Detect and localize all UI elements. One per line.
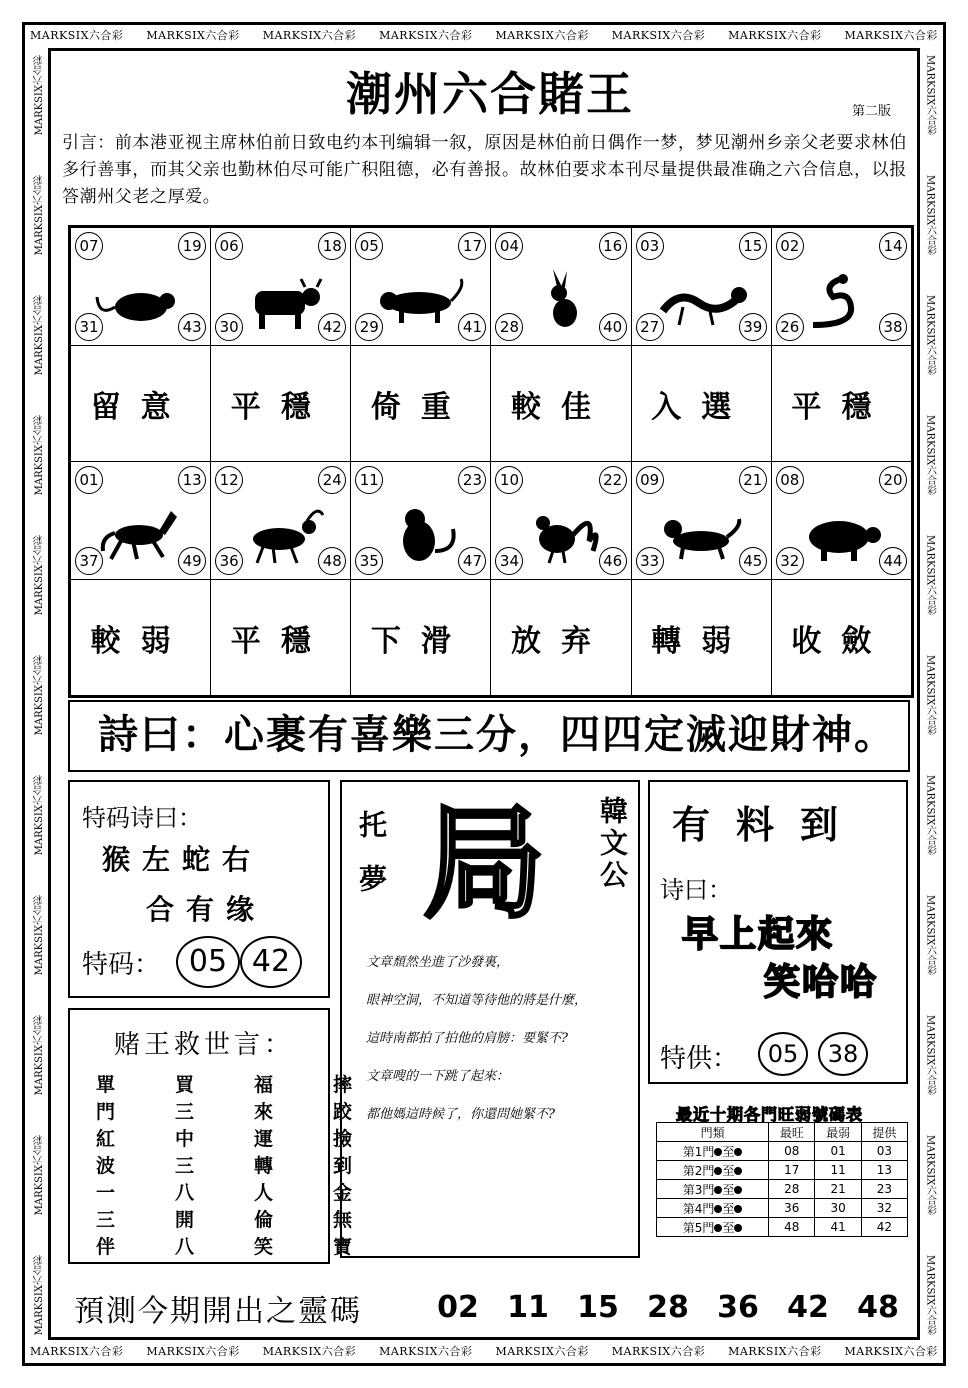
watermark-text: MARKSIX六合彩 — [924, 534, 936, 616]
special-code-label: 特码： — [82, 950, 161, 980]
stats-row — [657, 1161, 908, 1180]
savior-column — [254, 1072, 273, 1261]
zodiac-verdict: 下滑 — [351, 580, 491, 696]
savior-column — [96, 1072, 115, 1261]
special-poem-label: 特码诗曰： — [82, 804, 202, 832]
savior-char: 福 — [254, 1074, 274, 1096]
savior-char: 無 — [333, 1209, 353, 1231]
zodiac-cell — [631, 228, 771, 346]
dream-label: 托夢 — [355, 810, 388, 918]
prediction-number: 02 — [437, 1290, 479, 1325]
watermark-text: MARKSIX六合彩 — [262, 1345, 357, 1358]
page-title: 潮州六合賭王 — [346, 67, 634, 121]
watermark-text: MARKSIX六合彩 — [146, 1345, 240, 1358]
stats-cell: 13 — [861, 1161, 907, 1180]
zodiac-number: 35 — [355, 547, 383, 575]
special-poem-line1: 猴左蛇右 — [102, 843, 263, 876]
watermark-text: MARKSIX六合彩 — [611, 1345, 706, 1358]
savior-char: 一 — [96, 1182, 116, 1204]
tips-poem-line1: 早上起來 — [682, 914, 835, 955]
watermark-text: MARKSIX六合彩 — [33, 1254, 45, 1335]
watermark-text: MARKSIX六合彩 — [924, 654, 936, 736]
stats-header: 門類 — [657, 1123, 769, 1142]
zodiac-number: 08 — [776, 466, 804, 494]
zodiac-number: 37 — [75, 547, 103, 575]
zodiac-verdict: 轉弱 — [631, 580, 771, 696]
prediction-number: 15 — [577, 1290, 619, 1325]
zodiac-number: 03 — [636, 232, 664, 260]
dragon-icon — [653, 267, 749, 331]
tiger-icon — [373, 267, 469, 331]
range-label: 至 — [722, 1201, 735, 1216]
savior-box — [68, 1008, 353, 1264]
watermark-top — [30, 27, 938, 51]
watermark-left — [27, 55, 51, 1335]
zodiac-number: 39 — [739, 313, 767, 341]
watermark-text: MARKSIX六合彩 — [379, 29, 473, 42]
zodiac-cell — [771, 462, 911, 580]
savior-char: 轉 — [254, 1155, 274, 1177]
savior-columns — [96, 1072, 352, 1261]
zodiac-number: 16 — [599, 232, 627, 260]
stats-cell: 48 — [769, 1218, 815, 1237]
stats-cell: 36 — [769, 1199, 815, 1218]
door-label: 第3門 — [682, 1182, 715, 1197]
stats-cell: 32 — [861, 1199, 907, 1218]
ball-icon — [734, 1224, 742, 1232]
stats-cell: 30 — [815, 1199, 861, 1218]
zodiac-number: 43 — [178, 313, 206, 341]
zodiac-verdict: 入選 — [631, 346, 771, 462]
zodiac-number: 14 — [879, 232, 907, 260]
tips-box — [648, 780, 908, 1084]
watermark-text: MARKSIX六合彩 — [495, 1345, 589, 1358]
rooster-icon — [513, 501, 609, 565]
savior-char: 波 — [96, 1155, 116, 1177]
savior-char: 紅 — [96, 1128, 116, 1150]
zodiac-grid — [68, 225, 914, 698]
stats-cell: 23 — [861, 1180, 907, 1199]
savior-char: 八 — [175, 1182, 195, 1204]
stats-header: 最弱 — [815, 1123, 861, 1142]
zodiac-number: 40 — [599, 313, 627, 341]
savior-char: 金 — [333, 1182, 353, 1204]
goat-icon — [233, 501, 329, 565]
stats-cell: 03 — [861, 1142, 907, 1161]
zodiac-number: 01 — [75, 466, 103, 494]
watermark-text: MARKSIX六合彩 — [33, 894, 45, 976]
story-text — [366, 944, 636, 1134]
ox-icon — [233, 267, 329, 331]
door-label: 第1門 — [682, 1144, 715, 1159]
watermark-text: MARKSIX六合彩 — [33, 55, 45, 136]
savior-char: 來 — [254, 1101, 274, 1123]
special-code-2: 42 — [240, 936, 302, 988]
prediction-number: 11 — [507, 1290, 549, 1325]
watermark-text: MARKSIX六合彩 — [33, 534, 45, 616]
stats-row — [657, 1142, 908, 1161]
offer-code-2: 38 — [818, 1032, 868, 1076]
zodiac-verdict: 較佳 — [491, 346, 631, 462]
prediction-numbers — [436, 1290, 900, 1325]
watermark-text: MARKSIX六合彩 — [844, 29, 938, 42]
story-line: 眼神空洞，不知道等待他的將是什麼， — [366, 993, 588, 1008]
savior-char: 單 — [96, 1074, 116, 1096]
watermark-text: MARKSIX六合彩 — [844, 1345, 938, 1358]
zodiac-number: 04 — [495, 232, 523, 260]
watermark-text: MARKSIX六合彩 — [33, 294, 45, 376]
zodiac-number: 36 — [215, 547, 243, 575]
zodiac-verdict: 留意 — [71, 346, 211, 462]
watermark-text: MARKSIX六合彩 — [33, 414, 45, 496]
watermark-text: MARKSIX六合彩 — [924, 894, 936, 976]
watermark-text: MARKSIX六合彩 — [379, 1345, 473, 1358]
zodiac-number: 02 — [776, 232, 804, 260]
offer-code-1: 05 — [758, 1032, 808, 1076]
watermark-text: MARKSIX六合彩 — [33, 654, 45, 736]
zodiac-cell — [771, 228, 911, 346]
watermark-bottom — [30, 1343, 938, 1367]
zodiac-number: 10 — [495, 466, 523, 494]
range-label: 至 — [722, 1220, 735, 1235]
savior-char: 跤 — [333, 1101, 353, 1123]
stats-header: 最旺 — [769, 1123, 815, 1142]
savior-char: 倫 — [254, 1209, 274, 1231]
savior-char: 門 — [96, 1101, 116, 1123]
watermark-text: MARKSIX六合彩 — [728, 29, 822, 42]
savior-char: 中 — [175, 1128, 195, 1150]
watermark-text: MARKSIX六合彩 — [728, 1345, 822, 1358]
zodiac-number: 11 — [355, 466, 383, 494]
prediction-number: 28 — [647, 1290, 689, 1325]
stats-cell: 21 — [815, 1180, 861, 1199]
stats-row — [657, 1180, 908, 1199]
edition-label: 第二版 — [852, 104, 892, 119]
zodiac-number: 34 — [495, 547, 523, 575]
special-code-1: 05 — [176, 936, 240, 988]
stats-door — [657, 1199, 769, 1218]
stats-door — [657, 1180, 769, 1199]
zodiac-verdict: 放弃 — [491, 580, 631, 696]
watermark-text: MARKSIX六合彩 — [924, 1014, 936, 1096]
watermark-text: MARKSIX六合彩 — [924, 1254, 936, 1335]
verdict-row — [71, 346, 912, 462]
zodiac-cell — [351, 462, 491, 580]
zodiac-number: 46 — [599, 547, 627, 575]
savior-char: 八 — [175, 1236, 195, 1258]
zodiac-number: 45 — [739, 547, 767, 575]
watermark-text: MARKSIX六合彩 — [146, 29, 240, 42]
story-line: 都他媽這時候了，你還問她緊不? — [366, 1107, 555, 1122]
watermark-text: MARKSIX六合彩 — [30, 29, 124, 42]
savior-char: 開 — [175, 1209, 195, 1231]
ball-icon — [734, 1167, 742, 1175]
zodiac-row — [71, 462, 912, 580]
story-line: 文章頹然坐進了沙發裏， — [366, 955, 510, 970]
zodiac-number: 23 — [458, 466, 486, 494]
stats-row — [657, 1199, 908, 1218]
zodiac-cell — [631, 462, 771, 580]
zodiac-number: 48 — [318, 547, 346, 575]
zodiac-number: 17 — [458, 232, 486, 260]
door-label: 第2門 — [682, 1163, 715, 1178]
zodiac-cell — [351, 228, 491, 346]
watermark-text: MARKSIX六合彩 — [33, 1014, 45, 1096]
special-code-box — [68, 780, 330, 998]
zodiac-cell — [71, 462, 211, 580]
verdict-row — [71, 580, 912, 696]
zodiac-number: 49 — [178, 547, 206, 575]
savior-char: 摔 — [333, 1074, 353, 1096]
prediction-label: 預測今期開出之靈碼 — [74, 1294, 362, 1329]
ball-icon — [734, 1205, 742, 1213]
zodiac-number: 12 — [215, 466, 243, 494]
savior-char: 笑 — [254, 1236, 274, 1258]
snake-icon — [793, 267, 889, 331]
zodiac-verdict: 收斂 — [771, 580, 911, 696]
zodiac-number: 24 — [318, 466, 346, 494]
zodiac-number: 19 — [178, 232, 206, 260]
zodiac-number: 44 — [879, 547, 907, 575]
zodiac-cell — [211, 228, 351, 346]
stats-cell: 41 — [815, 1218, 861, 1237]
zodiac-number: 26 — [776, 313, 804, 341]
watermark-text: MARKSIX六合彩 — [924, 414, 936, 496]
zodiac-number: 38 — [879, 313, 907, 341]
watermark-text: MARKSIX六合彩 — [924, 774, 936, 856]
zodiac-number: 07 — [75, 232, 103, 260]
zodiac-number: 31 — [75, 313, 103, 341]
watermark-text: MARKSIX六合彩 — [611, 29, 706, 42]
savior-char: 人 — [254, 1182, 274, 1204]
tips-heading: 有料到 — [672, 803, 865, 847]
dog-icon — [653, 501, 749, 565]
zodiac-number: 47 — [458, 547, 486, 575]
stats-door — [657, 1161, 769, 1180]
pig-icon — [793, 501, 889, 565]
zodiac-number: 30 — [215, 313, 243, 341]
special-poem-line2: 合有缘 — [146, 893, 267, 926]
zodiac-number: 06 — [215, 232, 243, 260]
savior-char: 到 — [333, 1155, 353, 1177]
zodiac-number: 42 — [318, 313, 346, 341]
stats-cell: 11 — [815, 1161, 861, 1180]
zodiac-number: 41 — [458, 313, 486, 341]
stats-cell: 01 — [815, 1142, 861, 1161]
big-character: 局 — [423, 791, 545, 935]
ball-icon — [734, 1148, 742, 1156]
savior-char: 運 — [254, 1128, 274, 1150]
watermark-right — [918, 55, 942, 1335]
main-poem: 詩曰：心裹有喜樂三分，四四定滅迎財神。 — [68, 700, 910, 772]
zodiac-verdict: 較弱 — [71, 580, 211, 696]
stats-door — [657, 1218, 769, 1237]
range-label: 至 — [722, 1144, 735, 1159]
tips-poem-line2: 笑哈哈 — [764, 962, 879, 1003]
offer-label: 特供： — [660, 1044, 739, 1074]
zodiac-number: 21 — [739, 466, 767, 494]
rabbit-icon — [513, 267, 609, 331]
watermark-text: MARKSIX六合彩 — [924, 174, 936, 256]
watermark-text: MARKSIX六合彩 — [495, 29, 589, 42]
prediction-number: 48 — [857, 1290, 899, 1325]
stats-header: 提供 — [861, 1123, 907, 1142]
range-label: 至 — [722, 1163, 735, 1178]
zodiac-cell — [211, 462, 351, 580]
ball-icon — [734, 1186, 742, 1194]
zodiac-row — [71, 228, 912, 346]
monkey-icon — [373, 501, 469, 565]
zodiac-verdict: 平穩 — [211, 580, 351, 696]
stats-cell: 28 — [769, 1180, 815, 1199]
zodiac-number: 05 — [355, 232, 383, 260]
savior-char: 伴 — [96, 1236, 116, 1258]
savior-char: 買 — [175, 1074, 195, 1096]
zodiac-number: 32 — [776, 547, 804, 575]
door-label: 第5門 — [682, 1220, 715, 1235]
zodiac-number: 09 — [636, 466, 664, 494]
savior-column — [333, 1072, 352, 1261]
stats-table — [656, 1122, 908, 1237]
savior-char: 撿 — [333, 1128, 353, 1150]
savior-heading: 赌王救世言： — [114, 1030, 295, 1060]
zodiac-cell — [491, 462, 631, 580]
watermark-text: MARKSIX六合彩 — [924, 55, 936, 136]
zodiac-number: 18 — [318, 232, 346, 260]
story-line: 這時南都拍了拍他的肩膀：要緊不? — [366, 1031, 568, 1046]
savior-column — [175, 1072, 194, 1261]
tips-poem-label: 诗曰： — [660, 876, 732, 904]
stats-cell: 17 — [769, 1161, 815, 1180]
zodiac-number: 15 — [739, 232, 767, 260]
savior-char: 三 — [175, 1155, 195, 1177]
watermark-text: MARKSIX六合彩 — [33, 174, 45, 256]
watermark-text: MARKSIX六合彩 — [33, 1134, 45, 1215]
range-label: 至 — [722, 1182, 735, 1197]
zodiac-number: 28 — [495, 313, 523, 341]
stats-header-row — [657, 1123, 908, 1142]
watermark-text: MARKSIX六合彩 — [262, 29, 357, 42]
zodiac-number: 20 — [879, 466, 907, 494]
zodiac-number: 29 — [355, 313, 383, 341]
prediction-number: 42 — [787, 1290, 829, 1325]
horse-icon — [93, 501, 189, 565]
zodiac-number: 27 — [636, 313, 664, 341]
zodiac-cell — [71, 228, 211, 346]
zodiac-number: 33 — [636, 547, 664, 575]
stats-cell: 08 — [769, 1142, 815, 1161]
zodiac-number: 22 — [599, 466, 627, 494]
watermark-text: MARKSIX六合彩 — [30, 1345, 124, 1358]
watermark-text: MARKSIX六合彩 — [33, 774, 45, 856]
intro-text: 引言：前本港亚视主席林伯前日致电约本刊编辑一叙，原因是林伯前日偶作一梦，梦见潮州乡亲父老要求林伯多行善事，而其父亲也勤林伯尽可能广积阻德，必有善报。故林伯要求本刊尽量提供最准确之六合信息，以报答潮州父老之厚爱。 — [62, 133, 907, 207]
door-label: 第4門 — [682, 1201, 715, 1216]
savior-char: 寶 — [333, 1236, 353, 1258]
savior-char: 三 — [175, 1101, 195, 1123]
savior-char: 三 — [96, 1209, 116, 1231]
zodiac-cell — [491, 228, 631, 346]
watermark-text: MARKSIX六合彩 — [924, 294, 936, 376]
zodiac-verdict: 平穩 — [211, 346, 351, 462]
stats-row — [657, 1218, 908, 1237]
rat-icon — [93, 267, 189, 331]
stats-title: 最近十期各門旺弱號碼表 — [676, 1105, 864, 1124]
dream-box — [340, 780, 640, 1258]
story-line: 文章嗖的一下跳了起來： — [366, 1069, 510, 1084]
zodiac-verdict: 平穩 — [771, 346, 911, 462]
prediction-number: 36 — [717, 1290, 759, 1325]
stats-door — [657, 1142, 769, 1161]
watermark-text: MARKSIX六合彩 — [924, 1134, 936, 1215]
zodiac-verdict: 倚重 — [351, 346, 491, 462]
stats-cell: 42 — [861, 1218, 907, 1237]
author-label: 韓文公 — [596, 796, 629, 892]
zodiac-number: 13 — [178, 466, 206, 494]
